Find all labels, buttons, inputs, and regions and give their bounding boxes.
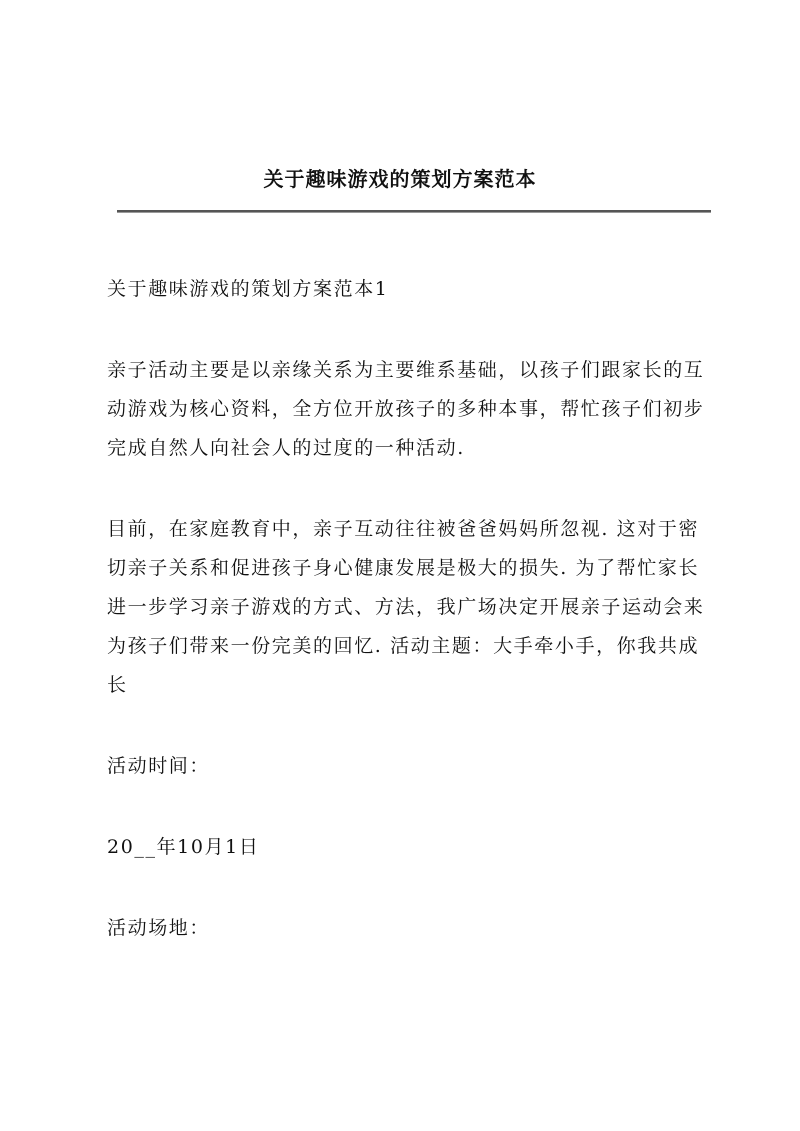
activity-venue-label: 活动场地： [107, 917, 211, 939]
section-heading: 关于趣味游戏的策划方案范本1 [107, 278, 389, 300]
activity-date: 20__年10月1日 [107, 836, 260, 858]
paragraph-background: 目前，在家庭教育中，亲子互动往往被爸爸妈妈所忽视. 这对于密切亲子关系和促进孩子身心健康发展是极大的损失. 为了帮忙家长进一步学习亲子游戏的方式、方法，我广场决定开展亲子运动会来为孩子们带来一份完美的回忆. 活动主题：大手牵小手，你我共成长 [107, 518, 705, 696]
paragraph-intro: 亲子活动主要是以亲缘关系为主要维系基础，以孩子们跟家长的互动游戏为核心资料，全方位开放孩子的多种本事，帮忙孩子们初步完成自然人向社会人的过度的一种活动. [107, 359, 705, 459]
title-divider [117, 210, 711, 213]
activity-time-label: 活动时间： [107, 755, 211, 777]
document-body [107, 270, 707, 990]
document-title: 关于趣味游戏的策划方案范本 [263, 167, 537, 191]
